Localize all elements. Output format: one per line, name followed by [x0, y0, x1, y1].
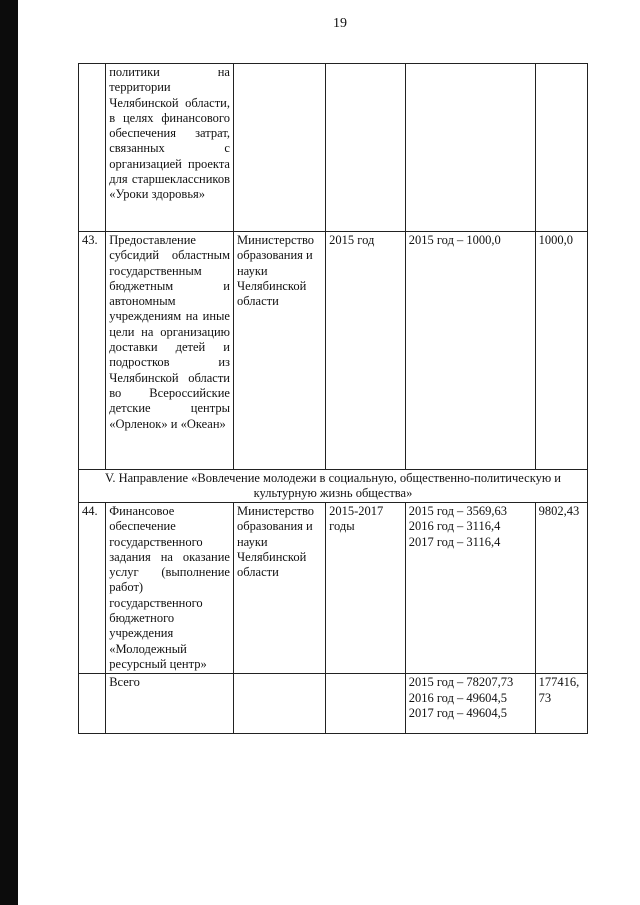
row-executor: Министерство образования и науки Челябинской области [233, 232, 325, 470]
total-label: Всего [106, 674, 234, 734]
row-description: Предоставление субсидий областным государственным бюджетным и автономным учреждениям на иные цели на организацию доставки детей и подростков из Челябинской области во Всероссийские детские центры «Орленок» и «Океан» [106, 232, 234, 470]
row-description: Финансовое обеспечение государственного задания на оказание услуг (выполнение работ) государственного бюджетного учреждения «Молодежный ресурсный центр» [106, 503, 234, 674]
funding-line: 2015 год – 78207,73 [408, 675, 514, 690]
total-row [79, 674, 588, 734]
row-total: 1000,0 [535, 232, 587, 470]
row-executor [233, 674, 325, 734]
row-number [79, 64, 106, 232]
table-row [79, 503, 588, 674]
scan-edge [0, 0, 18, 905]
row-term [326, 674, 406, 734]
row-executor: Министерство образования и науки Челябинской области [233, 503, 325, 674]
table-row [79, 232, 588, 470]
row-term: 2015 год [326, 232, 406, 470]
row-term [326, 64, 406, 232]
table-row [79, 64, 588, 232]
row-funding [405, 503, 535, 674]
section-row [79, 470, 588, 503]
row-funding [405, 232, 535, 470]
row-description: политики на территории Челябинской области, в целях финансового обеспечения затрат, связанных с организацией проекта для старшеклассников «Уроки здоровья» [106, 64, 234, 232]
row-funding [405, 674, 535, 734]
section-heading: V. Направление «Вовлечение молодежи в социальную, общественно-политическую и культурную жизнь общества» [79, 470, 588, 503]
row-total: 9802,43 [535, 503, 587, 674]
row-number: 43. [79, 232, 106, 470]
row-number: 44. [79, 503, 106, 674]
row-term: 2015-2017 годы [326, 503, 406, 674]
row-number [79, 674, 106, 734]
funding-line: 2016 год – 3116,4 [408, 519, 501, 534]
row-total [535, 64, 587, 232]
row-executor [233, 64, 325, 232]
page-number: 19 [333, 16, 347, 31]
funding-line: 2017 год – 3116,4 [408, 534, 501, 549]
row-funding [405, 64, 535, 232]
program-table [78, 63, 588, 734]
funding-line: 2016 год – 49604,5 [408, 690, 508, 705]
grand-total: 177416,73 [535, 674, 587, 734]
funding-line: 2015 год – 3569,63 [408, 504, 508, 518]
funding-line: 2017 год – 49604,5 [408, 705, 508, 720]
funding-line: 2015 год – 1000,0 [408, 233, 501, 247]
